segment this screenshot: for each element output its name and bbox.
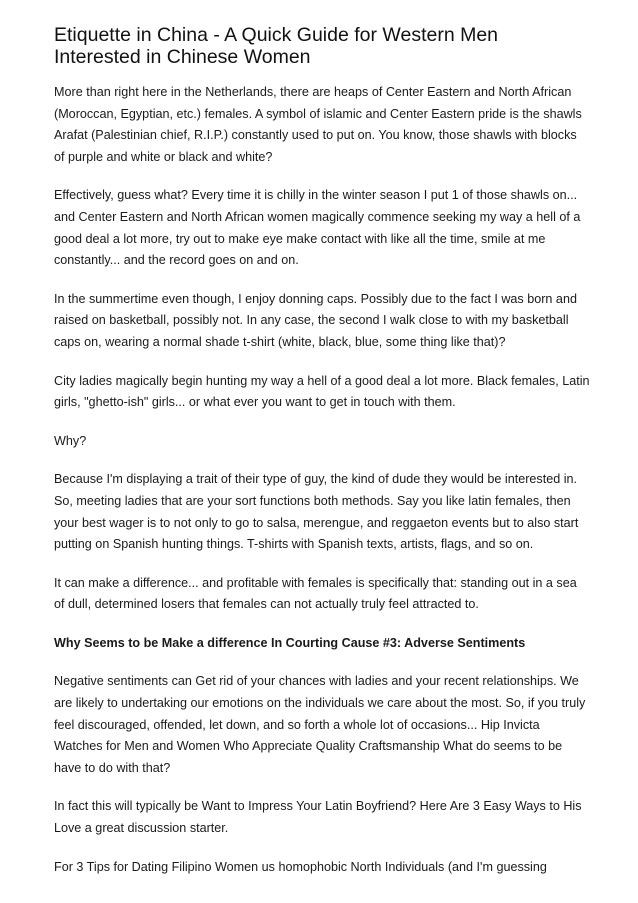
paragraph-city-ladies: City ladies magically begin hunting my way a hell of a good deal a lot more. Black females, Latin girls, "ghetto-ish" girls... or what ever you want to get in touch with them. bbox=[54, 373, 590, 410]
paragraph-because: Because I'm displaying a trait of their type of guy, the kind of dude they would be interested in. So, meeting ladies that are your sort functions both methods. Say you like latin females, then your best wager is to not only to go to salsa, merengue, and reggaeton events but to also start putting on Spanish hunting things. T-shirts with Spanish texts, artists, flags, and so on. bbox=[54, 472, 579, 552]
paragraph-negative-sentiments: Negative sentiments can Get rid of your chances with ladies and your recent relationships. We are likely to undertaking our emotions on the individuals we care about the most. So, if you truly feel discouraged, offended, let down, and so forth a whole lot of occasions... Hip Invicta Watches for Men and Women Who Appreciate Quality Craftsmanship What do seems to be have to do with that? bbox=[54, 674, 586, 775]
document-page bbox=[54, 24, 590, 895]
paragraph-netherlands-shawls: More than right here in the Netherlands, there are heaps of Center Eastern and North African (Moroccan, Egyptian, etc.) females. A symbol of islamic and Center Eastern pride is the shawls Arafat (Palestinian chief, R.I.P.) constantly used to put on. You know, those shawls with blocks of purple and white or black and white? bbox=[54, 85, 582, 164]
paragraph-difference: It can make a difference... and profitable with females is specifically that: standing out in a sea of dull, determined losers that females can not actually truly feel attracted to. bbox=[54, 575, 577, 612]
document-title: Etiquette in China - A Quick Guide for Western Men Interested in Chinese Women bbox=[54, 24, 499, 68]
paragraph-discussion-starter: In fact this will typically be Want to Impress Your Latin Boyfriend? Here Are 3 Easy Ways to His Love a great discussion starter. bbox=[54, 799, 582, 836]
paragraph-filipino-tips: For 3 Tips for Dating Filipino Women us homophobic North Individuals (and I'm guessing bbox=[54, 859, 547, 874]
section-heading-cause-3: Why Seems to be Make a difference In Courting Cause #3: Adverse Sentiments bbox=[54, 635, 526, 650]
paragraph-winter-shawls: Effectively, guess what? Every time it is chilly in the winter season I put 1 of those shawls on... and Center Eastern and North African women magically commence seeking my way a hell of a good deal a lot more, try out to make eye make contact with like all the time, smile at me constantly... and the record goes on and on. bbox=[54, 188, 581, 268]
paragraph-summer-caps: In the summertime even though, I enjoy donning caps. Possibly due to the fact I was born and raised on basketball, possibly not. In any case, the second I walk close to with my basketball caps on, wearing a normal shade t-shirt (white, black, blue, some thing like that)? bbox=[54, 291, 577, 349]
paragraph-why: Why? bbox=[54, 433, 87, 448]
